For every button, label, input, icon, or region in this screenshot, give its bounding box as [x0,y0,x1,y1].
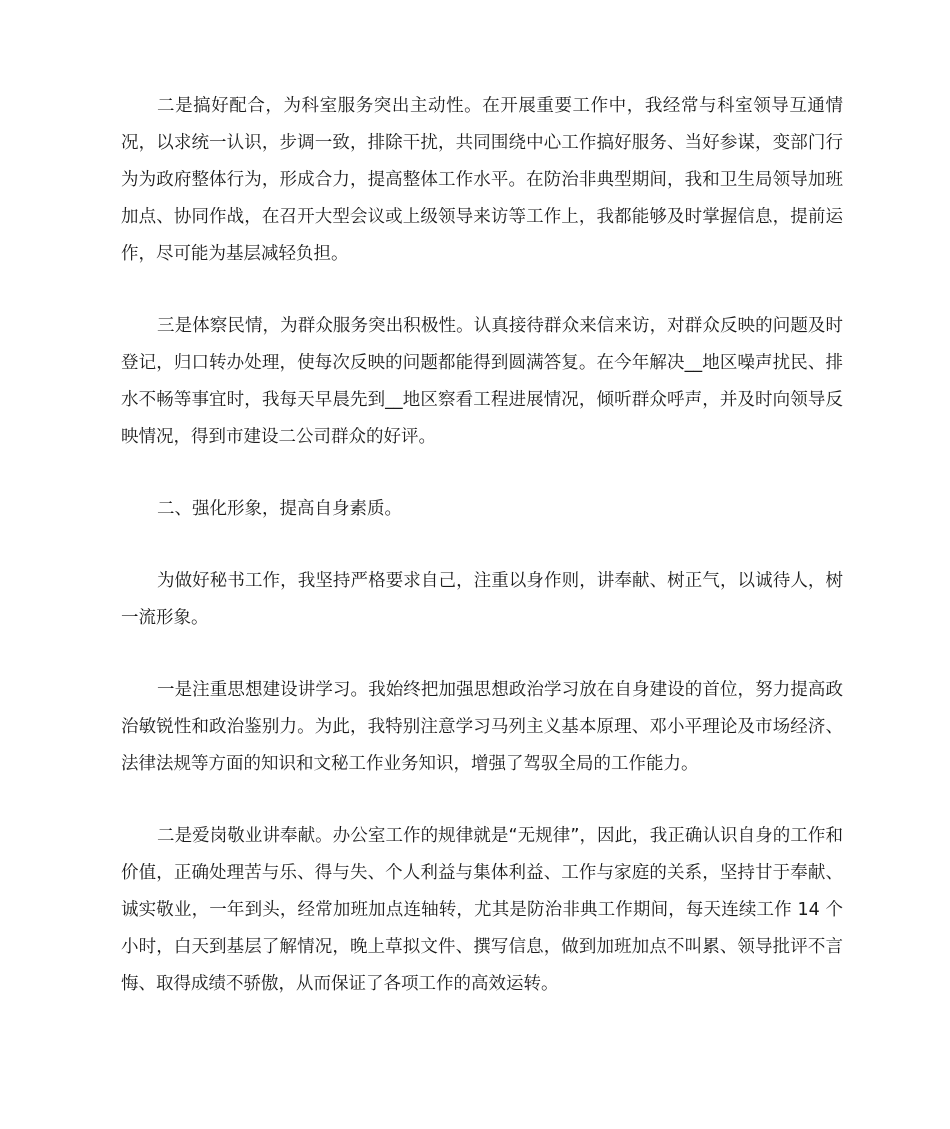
paragraph-cooperation: 二是搞好配合，为科室服务突出主动性。在开展重要工作中，我经常与科室领导互通情况，以求统一认识，步调一致，排除干扰，共同围绕中心工作搞好服务、当好参谋，变部门行为为政府整体行为，形成合力，提高整体工作水平。在防治非典型期间，我和卫生局领导加班加点、协同作战，在召开大型会议或上级领导来访等工作上，我都能够及时掌握信息，提前运作，尽可能为基层减轻负担。 [121,96,843,264]
paragraph-intro: 为做好秘书工作，我坚持严格要求自己，注重以身作则，讲奉献、树正气，以诚待人，树一流形象。 [121,571,843,628]
document-body [121,88,843,1003]
paragraph-dedication: 二是爱岗敬业讲奉献。办公室工作的规律就是“无规律”，因此，我正确认识自身的工作和价值，正确处理苦与乐、得与失、个人利益与集体利益、工作与家庭的关系，坚持甘于奉献、诚实敬业，一年到头，经常加班加点连轴转，尤其是防治非典工作期间，每天连续工作 14 个小时，白天到基层了解情况，晚上草拟文件、撰写信息，做到加班加点不叫累、领导批评不言悔、取得成绩不骄傲，从而保证了各项工作的高效运转。 [121,826,843,994]
paragraph-study: 一是注重思想建设讲学习。我始终把加强思想政治学习放在自身建设的首位，努力提高政治敏锐性和政治鉴别力。为此，我特别注意学习马列主义基本原理、邓小平理论及市场经济、法律法规等方面的知识和文秘工作业务知识，增强了驾驭全局的工作能力。 [121,680,843,774]
paragraph-public-service: 三是体察民情，为群众服务突出积极性。认真接待群众来信来访，对群众反映的问题及时登记，归口转办处理，使每次反映的问题都能得到圆满答复。在今年解决__地区噪声扰民、排水不畅等事宜时，我每天早晨先到__地区察看工程进展情况，倾听群众呼声，并及时向领导反映情况，得到市建设二公司群众的好评。 [121,316,843,447]
section-heading: 二、强化形象，提高自身素质。 [157,499,402,519]
